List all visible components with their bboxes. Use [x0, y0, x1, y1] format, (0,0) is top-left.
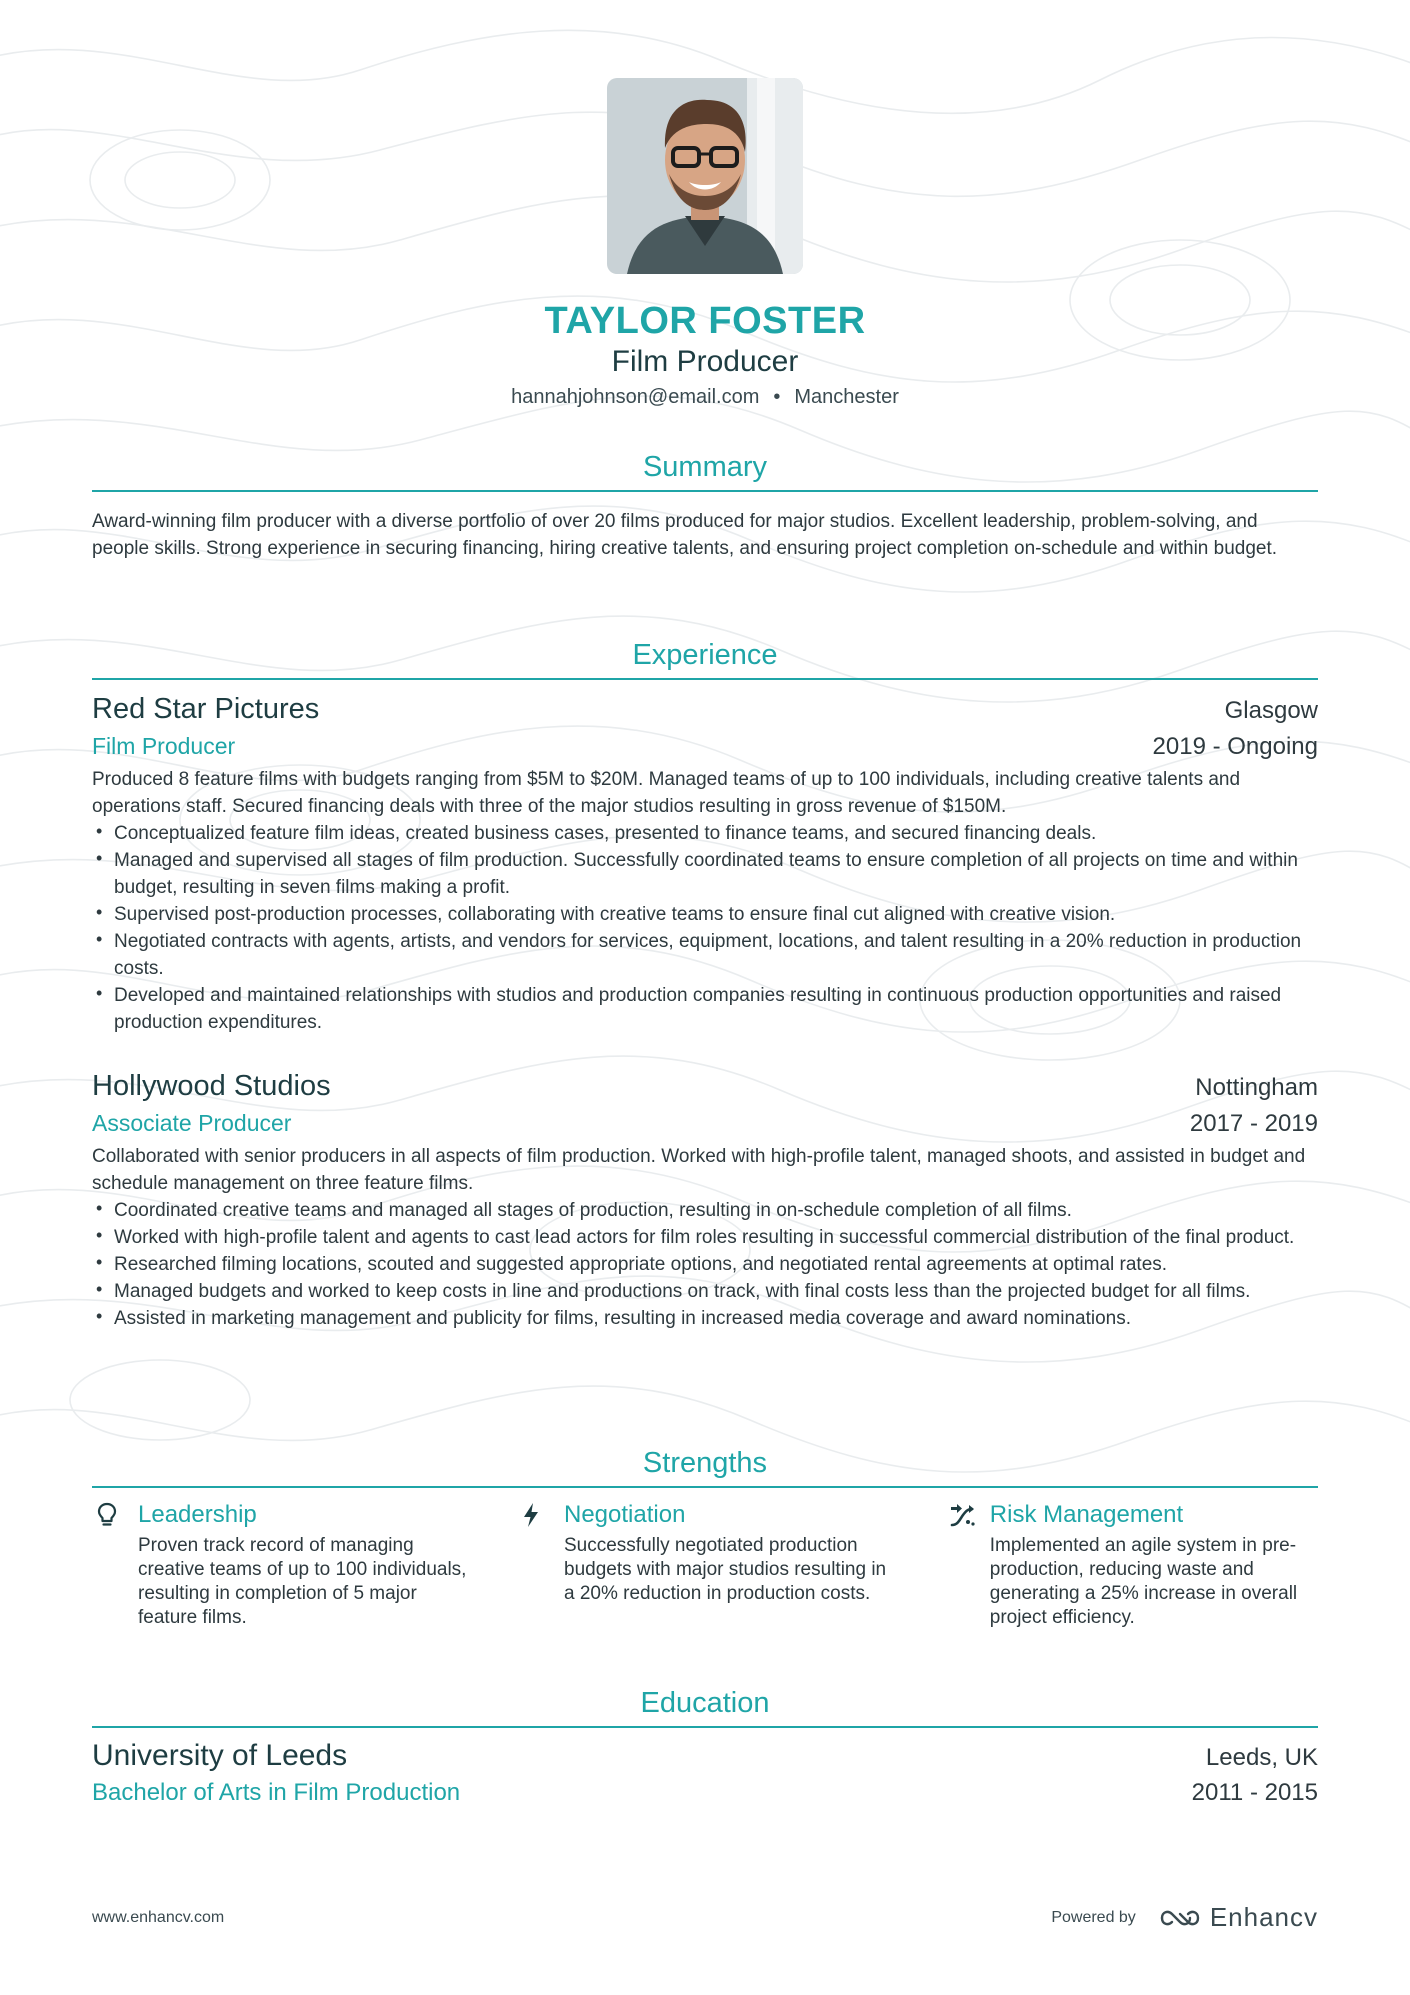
company-name: Red Star Pictures [92, 693, 320, 725]
degree-name: Bachelor of Arts in Film Production [92, 1779, 461, 1806]
email-link[interactable]: hannahjohnson@email.com [511, 386, 760, 408]
strength-item [944, 1498, 1318, 1630]
strength-description: Successfully negotiated production budgets with major studios resulting in a 20% reduction in production costs. [564, 1535, 887, 1604]
education-dates: 2011 - 2015 [1191, 1779, 1318, 1806]
job-bullet: • Managed and supervised all stages of film production. Successfully coordinated teams to ensure completion of all projects on time and within budget, resulting in seven films making a profit. [92, 847, 1318, 901]
strength-item [92, 1498, 518, 1630]
experience-divider [92, 678, 1318, 680]
job-bullet: • Researched filming locations, scouted and suggested appropriate options, and negotiated rental agreements at optimal rates. [92, 1251, 1318, 1278]
brand-name: Enhancv [1209, 1902, 1318, 1932]
candidate-title: Film Producer [611, 345, 799, 378]
job-bullet: • Managed budgets and worked to keep costs in line and productions on track, with final costs less than the projected budget for all films. [92, 1278, 1318, 1305]
strength-title: Leadership [138, 1501, 257, 1528]
job-role: Associate Producer [92, 1110, 292, 1136]
school-location: Leeds, UK [1205, 1744, 1318, 1771]
job-bullet: • Negotiated contracts with agents, artists, and vendors for services, equipment, locations, and talent resulting in a 20% reduction in production costs. [92, 928, 1318, 982]
education-heading: Education [640, 1687, 770, 1719]
page-footer [92, 1902, 1318, 1933]
strengths-list [92, 1498, 1318, 1630]
strength-title: Risk Management [989, 1501, 1184, 1528]
job-bullet: • Conceptualized feature film ideas, created business cases, presented to finance teams, and secured financing deals. [92, 820, 1318, 847]
lightning-bolt-icon [518, 1498, 564, 1532]
contact-separator: • [773, 386, 781, 408]
footer-branding [1051, 1902, 1318, 1933]
job-description: Produced 8 feature films with budgets ranging from $5M to $20M. Managed teams of up to 100 individuals, including creative talents and operations staff. Secured financing deals with three of the major studios resulting in gross revenue of $150M. [92, 769, 1241, 817]
company-name: Hollywood Studios [92, 1070, 331, 1102]
job-dates: 2019 - Ongoing [1152, 733, 1318, 760]
route-arrows-icon [944, 1498, 990, 1532]
job-dates: 2017 - 2019 [1189, 1110, 1318, 1137]
job-role: Film Producer [92, 733, 236, 759]
strength-description: Proven track record of managing creative teams of up to 100 individuals, resulting in completion of 5 major feature films. [138, 1535, 467, 1628]
job-bullet: • Developed and maintained relationships with studios and production companies resulting in continuous production opportunities and raised production expenditures. [92, 982, 1318, 1036]
job-bullets [92, 1197, 1318, 1332]
lightbulb-icon [92, 1498, 138, 1532]
education-item [92, 1738, 1318, 1810]
education-divider [92, 1726, 1318, 1728]
summary-heading: Summary [642, 451, 768, 483]
strength-description: Implemented an agile system in pre-production, reducing waste and generating a 25% increase in overall project efficiency. [989, 1535, 1298, 1628]
summary-text: Award-winning film producer with a diverse portfolio of over 20 films produced for major studios. Excellent leadership, problem-solving, and people skills. Strong experience in securing financing, hiring creative talents, and ensuring project completion on-schedule and within budget. [92, 511, 1278, 559]
profile-photo [607, 78, 803, 274]
experience-heading: Experience [632, 639, 778, 671]
enhancv-logo[interactable] [1158, 1902, 1318, 1933]
location-text: Manchester [794, 386, 899, 408]
job-bullets [92, 820, 1318, 1036]
strength-item [518, 1498, 944, 1630]
summary-divider [92, 490, 1318, 492]
footer-url[interactable]: www.enhancv.com [92, 1908, 225, 1926]
job-bullet: • Coordinated creative teams and managed all stages of production, resulting in on-schedule completion of all films. [92, 1197, 1318, 1224]
job-bullet: • Assisted in marketing management and publicity for films, resulting in increased media coverage and award nominations. [92, 1305, 1318, 1332]
strengths-heading: Strengths [642, 1447, 768, 1479]
job-description: Collaborated with senior producers in all aspects of film production. Worked with high-profile talent, managed shoots, and assisted in budget and schedule management on three feature films. [92, 1146, 1306, 1194]
experience-item [92, 691, 1318, 1036]
job-bullet: • Worked with high-profile talent and agents to cast lead actors for film roles resulting in successful commercial distribution of the final product. [92, 1224, 1318, 1251]
resume-header [0, 298, 1410, 412]
job-bullet: • Supervised post-production processes, collaborating with creative teams to ensure final cut aligned with creative vision. [92, 901, 1318, 928]
strengths-divider [92, 1486, 1318, 1488]
enhancv-logo-icon [1158, 1906, 1202, 1930]
powered-by-label: Powered by [1051, 1908, 1136, 1926]
experience-item [92, 1068, 1318, 1332]
strength-title: Negotiation [564, 1501, 686, 1528]
job-location: Nottingham [1195, 1074, 1318, 1101]
school-name: University of Leeds [92, 1739, 348, 1772]
contact-line [0, 382, 1410, 412]
candidate-name: TAYLOR FOSTER [544, 300, 866, 342]
job-location: Glasgow [1224, 697, 1318, 724]
